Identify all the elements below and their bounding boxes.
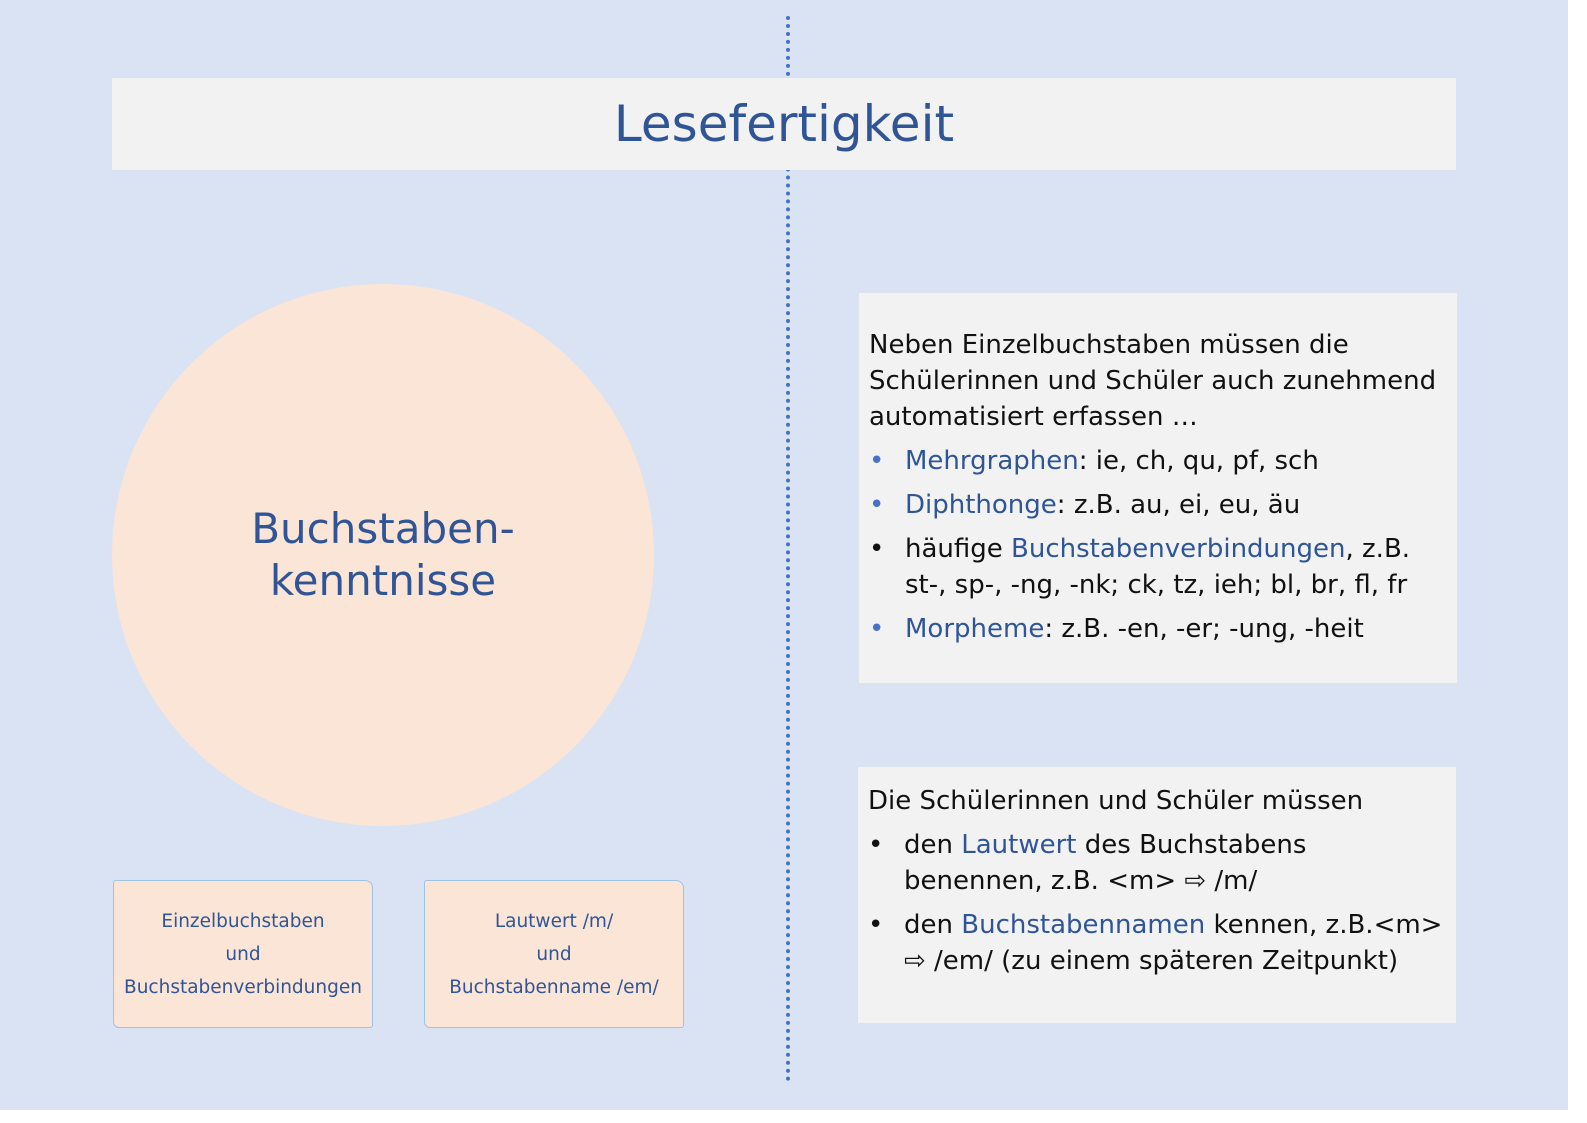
list-item: [868, 907, 1446, 979]
circle-text-line1: Buchstaben-: [251, 504, 515, 553]
card-line: und: [225, 943, 261, 965]
bullet-icon: •: [869, 534, 885, 564]
slide-title: Lesefertigkeit: [613, 95, 955, 153]
item-term: Diphthonge: [905, 490, 1057, 520]
card-line: Buchstabenverbindungen: [124, 976, 362, 998]
list-item: [869, 531, 1447, 603]
box-intro: Neben Einzelbuchstaben müssen die Schülerinnen und Schüler auch zunehmend automatisiert erfassen …: [869, 330, 1437, 432]
dotted-divider: [786, 16, 790, 1082]
item-text: den: [904, 910, 962, 940]
item-term: Buchstabenverbindungen: [1011, 534, 1346, 564]
item-text: häufige: [905, 534, 1012, 564]
info-box-graphemes: [859, 293, 1457, 683]
topic-circle: [112, 284, 654, 826]
circle-text-line2: kenntnisse: [269, 556, 497, 605]
item-term: Morpheme: [905, 614, 1045, 644]
item-text: : ie, ch, qu, pf, sch: [1078, 446, 1319, 476]
list-item: [869, 443, 1447, 479]
info-box-letters: [858, 767, 1456, 1023]
bullet-icon: •: [868, 830, 884, 860]
item-text: , z.B. st-, sp-, -ng, -nk; ck, tz, ieh; bl, br, fl, fr: [905, 534, 1411, 600]
item-text: kennen, z.B.<m> ⇨ /em/ (zu einem späteren Zeitpunkt): [904, 910, 1443, 976]
box-intro: Die Schülerinnen und Schüler müssen: [868, 786, 1364, 816]
bullet-icon: •: [869, 614, 885, 644]
card-einzelbuchstaben: [113, 880, 373, 1028]
list-item: [868, 827, 1446, 899]
item-term: Lautwert: [961, 830, 1077, 860]
card-line: und: [536, 943, 572, 965]
bullet-list: [868, 827, 1446, 979]
item-text: den: [904, 830, 962, 860]
title-bar: [112, 78, 1456, 170]
bullet-icon: •: [868, 910, 884, 940]
item-term: Buchstabennamen: [961, 910, 1206, 940]
card-lautwert: [424, 880, 684, 1028]
item-term: Mehrgraphen: [905, 446, 1079, 476]
list-item: [869, 611, 1447, 647]
card-line: Einzelbuchstaben: [161, 910, 325, 932]
card-line: Buchstabenname /em/: [449, 976, 659, 998]
bullet-icon: •: [869, 490, 885, 520]
list-item: [869, 487, 1447, 523]
item-text: des Buchstabens benennen, z.B. <m> ⇨ /m/: [904, 830, 1307, 896]
bullet-icon: •: [869, 446, 885, 476]
card-line: Lautwert /m/: [494, 910, 614, 932]
item-text: : z.B. -en, -er; -ung, -heit: [1044, 614, 1364, 644]
item-text: : z.B. au, ei, eu, äu: [1056, 490, 1301, 520]
bullet-list: [869, 443, 1447, 647]
